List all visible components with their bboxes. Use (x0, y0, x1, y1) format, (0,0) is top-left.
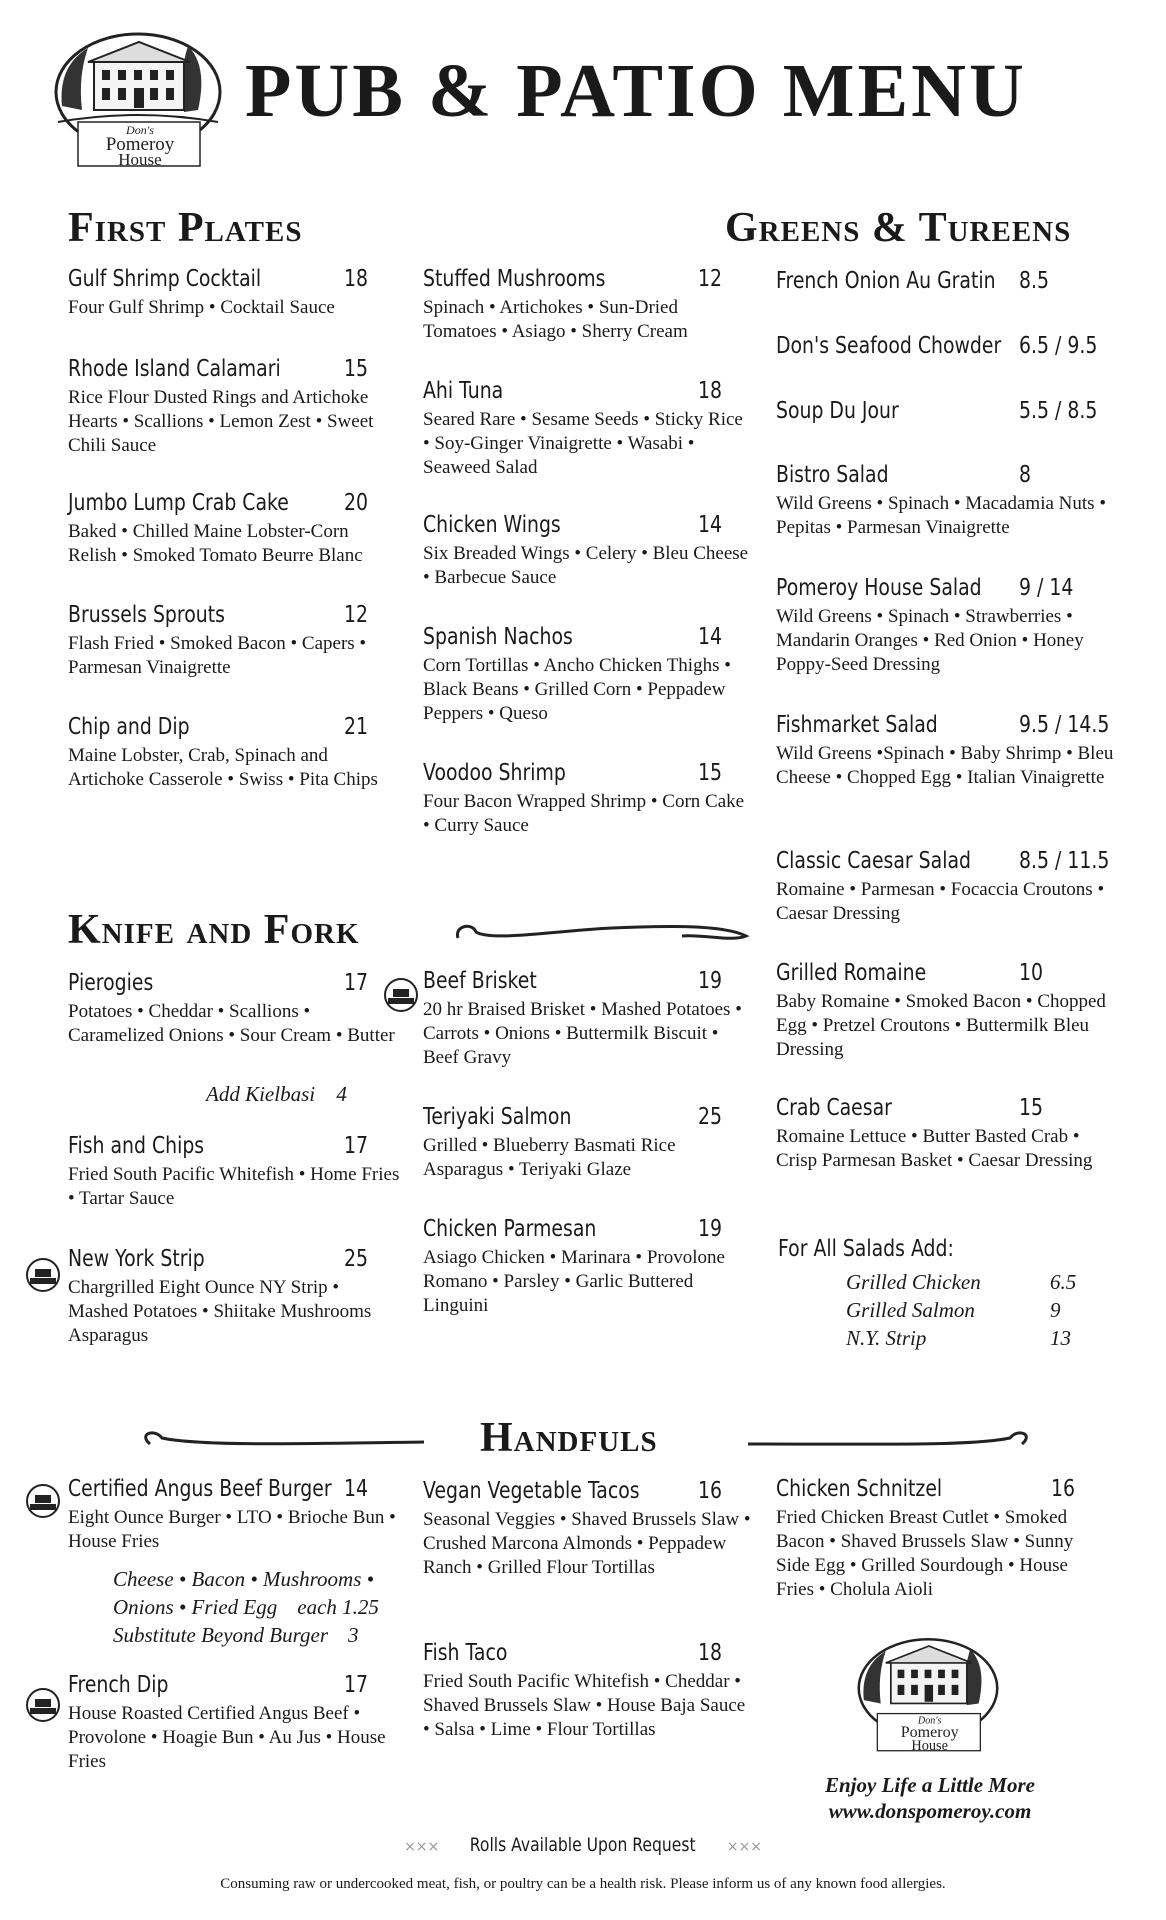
menu-item-description: Rice Flour Dusted Rings and Artichoke Hearts • Scallions • Lemon Zest • Sweet Chili Sauce (68, 387, 374, 456)
menu-item-name: Crab Caesar (776, 1095, 892, 1121)
certified-angus-badge-icon (26, 1688, 60, 1722)
menu-item-description: Spinach • Artichokes • Sun-Dried Tomatoes • Asiago • Sherry Cream (423, 297, 688, 342)
footer-tagline-block (780, 1772, 1080, 1824)
menu-item-name: Classic Caesar Salad (776, 848, 971, 874)
menu-item-description: Fried Chicken Breast Cutlet • Smoked Bacon • Shaved Brussels Slaw • Sunny Side Egg • Grilled Sourdough • House Fries • Cholula Aioli (776, 1507, 1074, 1600)
menu-item-name: Chicken Schnitzel (776, 1476, 943, 1502)
burger-addons (113, 1565, 413, 1649)
allergy-warning: Consuming raw or undercooked meat, fish, or poultry can be a health risk. Please inform us of any known food allergies. (220, 1876, 946, 1892)
salad-addon-name: Grilled Chicken (846, 1270, 981, 1294)
menu-item-price: 18 (698, 1640, 723, 1666)
menu-item-description: Six Breaded Wings • Celery • Bleu Cheese • Barbecue Sauce (423, 543, 749, 588)
menu-item-price: 12 (344, 602, 369, 628)
certified-angus-badge-icon (26, 1258, 60, 1292)
menu-item-description: Eight Ounce Burger • LTO • Brioche Bun • House Fries (68, 1507, 396, 1552)
menu-item-price: 19 (698, 1216, 723, 1242)
menu-item (423, 378, 753, 480)
menu-item (68, 1672, 400, 1774)
menu-item-name: Stuffed Mushrooms (423, 266, 606, 292)
menu-item-description: Wild Greens • Spinach • Macadamia Nuts • Pepitas • Parmesan Vinaigrette (776, 493, 1106, 538)
menu-item (68, 970, 400, 1048)
menu-item-name: Ahi Tuna (423, 378, 504, 404)
menu-item-name: Don's Seafood Chowder (776, 333, 1002, 359)
menu-item-name: Pomeroy House Salad (776, 575, 982, 601)
menu-item (423, 1640, 753, 1742)
menu-item-description: Corn Tortillas • Ancho Chicken Thighs • Black Beans • Grilled Corn • Peppadew Peppers • Queso (423, 655, 731, 724)
menu-item-price: 10 (1019, 960, 1044, 986)
salad-addon-name: N.Y. Strip (846, 1326, 927, 1350)
logo-dons: Don's (126, 123, 154, 137)
menu-item-name: Voodoo Shrimp (423, 760, 566, 786)
pierogies-addon-price: 4 (336, 1082, 347, 1106)
menu-item-price: 14 (344, 1476, 369, 1502)
salad-addon-price: 6.5 (1050, 1270, 1077, 1294)
menu-item-price: 17 (344, 970, 369, 996)
menu-item-price: 18 (698, 378, 723, 404)
salad-addon-row (846, 1324, 1086, 1352)
menu-item-price: 6.5 / 9.5 (1019, 333, 1098, 359)
menu-item-name: Gulf Shrimp Cocktail (68, 266, 262, 292)
menu-item (776, 960, 1116, 1062)
svg-text:House: House (911, 1737, 949, 1754)
menu-item (776, 398, 1116, 424)
section-handfuls: Handfuls (480, 1415, 658, 1461)
menu-item-description: House Roasted Certified Angus Beef • Provolone • Hoagie Bun • Au Jus • House Fries (68, 1703, 386, 1772)
menu-item-price: 14 (698, 624, 723, 650)
menu-item-description: Seared Rare • Sesame Seeds • Sticky Rice • Soy-Ginger Vinaigrette • Wasabi • Seaweed Salad (423, 409, 743, 478)
menu-item-price: 17 (344, 1133, 369, 1159)
divider-swirl (452, 912, 752, 952)
page-title: PUB & PATIO MENU (245, 49, 1027, 133)
menu-item-description: Maine Lobster, Crab, Spinach and Artichoke Casserole • Swiss • Pita Chips (68, 745, 378, 790)
logo-pomeroy: Pomeroy (105, 134, 175, 155)
menu-item-price: 19 (698, 968, 723, 994)
menu-item-name: Teriyaki Salmon (423, 1104, 572, 1130)
menu-item-description: Grilled • Blueberry Basmati Rice Asparagus • Teriyaki Glaze (423, 1135, 676, 1180)
rolls-deco-left: ××× (404, 1839, 440, 1855)
menu-item (68, 714, 400, 792)
menu-item-name: Beef Brisket (423, 968, 537, 994)
menu-item (423, 968, 753, 1070)
certified-angus-badge-icon (26, 1484, 60, 1518)
menu-item (68, 1133, 400, 1211)
menu-item-price: 16 (698, 1478, 723, 1504)
menu-item (68, 602, 400, 680)
menu-item (776, 712, 1116, 790)
menu-item-price: 15 (344, 356, 369, 382)
pomeroy-house-logo (48, 26, 228, 174)
footer-tagline: Enjoy Life a Little More (825, 1773, 1035, 1797)
svg-text:Pomeroy: Pomeroy (900, 1724, 959, 1742)
burger-addons-line2: Onions • Fried Egg each 1.25 (113, 1595, 379, 1619)
menu-item-name: Fish Taco (423, 1640, 508, 1666)
menu-item-name: Fishmarket Salad (776, 712, 938, 738)
salad-addon-price: 13 (1050, 1326, 1071, 1350)
menu-item (776, 848, 1116, 926)
burger-addons-line1: Cheese • Bacon • Mushrooms • (113, 1567, 374, 1591)
pierogies-addon-label: Add Kielbasi (206, 1082, 316, 1106)
burger-addons-line3: Substitute Beyond Burger 3 (113, 1623, 359, 1647)
logo-house: House (118, 150, 162, 169)
menu-item (423, 512, 753, 590)
menu-item-name: Bistro Salad (776, 462, 889, 488)
section-first-plates: First Plates (68, 205, 303, 251)
section-knife-and-fork: Knife and Fork (68, 907, 360, 953)
menu-item (776, 1095, 1116, 1173)
menu-item (423, 266, 753, 344)
menu-item (68, 266, 400, 320)
menu-item (776, 333, 1116, 359)
salad-addon-row (846, 1268, 1086, 1296)
footer-website[interactable]: www.donspomeroy.com (828, 1799, 1032, 1823)
menu-item (423, 760, 753, 838)
menu-item-price: 25 (344, 1246, 369, 1272)
menu-item (423, 624, 753, 726)
menu-item-price: 5.5 / 8.5 (1019, 398, 1098, 424)
menu-item-price: 16 (1051, 1476, 1076, 1502)
menu-item (423, 1478, 753, 1580)
menu-item-name: Chicken Parmesan (423, 1216, 597, 1242)
menu-item (68, 1476, 400, 1554)
menu-item-name: Pierogies (68, 970, 154, 996)
menu-item-description: Wild Greens • Spinach • Strawberries • Mandarin Oranges • Red Onion • Honey Poppy-Seed Dressing (776, 606, 1084, 675)
menu-item-name: Jumbo Lump Crab Cake (68, 490, 289, 516)
menu-item (423, 1104, 753, 1182)
menu-item-price: 17 (344, 1672, 369, 1698)
salad-add-heading: For All Salads Add: (778, 1236, 954, 1262)
menu-item-description: 20 hr Braised Brisket • Mashed Potatoes • Carrots • Onions • Buttermilk Biscuit • Beef Gravy (423, 999, 742, 1068)
menu-item-description: Baked • Chilled Maine Lobster-Corn Relish • Smoked Tomato Beurre Blanc (68, 521, 363, 566)
menu-item (776, 268, 1116, 294)
menu-item-price: 20 (344, 490, 369, 516)
pierogies-addon (206, 1080, 347, 1108)
menu-item-name: Vegan Vegetable Tacos (423, 1478, 640, 1504)
svg-text:Don's: Don's (917, 1715, 942, 1727)
salad-addon-price: 9 (1050, 1298, 1061, 1322)
menu-item-name: Soup Du Jour (776, 398, 899, 424)
menu-item-price: 8 (1019, 462, 1032, 488)
menu-item-price: 9.5 / 14.5 (1019, 712, 1110, 738)
menu-item-description: Fried South Pacific Whitefish • Home Fries • Tartar Sauce (68, 1164, 400, 1209)
rolls-note (0, 1834, 1166, 1856)
menu-item-name: Brussels Sprouts (68, 602, 225, 628)
menu-item-name: French Dip (68, 1672, 169, 1698)
menu-item (776, 462, 1116, 540)
menu-item-name: Grilled Romaine (776, 960, 927, 986)
menu-item-description: Four Bacon Wrapped Shrimp • Corn Cake • Curry Sauce (423, 791, 745, 836)
menu-item-price: 15 (1019, 1095, 1044, 1121)
salad-addon-name: Grilled Salmon (846, 1298, 975, 1322)
menu-item (68, 1246, 400, 1348)
rolls-text: Rolls Available Upon Request (470, 1834, 696, 1856)
menu-item-price: 8.5 (1019, 268, 1049, 294)
menu-item-name: Rhode Island Calamari (68, 356, 281, 382)
menu-item-name: Chip and Dip (68, 714, 190, 740)
menu-item-price: 21 (344, 714, 369, 740)
menu-item-description: Flash Fried • Smoked Bacon • Capers • Parmesan Vinaigrette (68, 633, 367, 678)
menu-item-name: New York Strip (68, 1246, 205, 1272)
menu-item (423, 1216, 753, 1318)
menu-item-description: Baby Romaine • Smoked Bacon • Chopped Egg • Pretzel Croutons • Buttermilk Bleu Dressing (776, 991, 1106, 1060)
menu-item-description: Chargrilled Eight Ounce NY Strip • Mashed Potatoes • Shiitake Mushrooms Asparagus (68, 1277, 372, 1346)
divider-swirl (742, 1424, 1042, 1460)
menu-item-description: Potatoes • Cheddar • Scallions • Caramelized Onions • Sour Cream • Butter (68, 1001, 395, 1046)
salad-addon-row (846, 1296, 1086, 1324)
menu-item-price: 9 / 14 (1019, 575, 1074, 601)
menu-item (68, 356, 400, 458)
menu-item-description: Fried South Pacific Whitefish • Cheddar • Shaved Brussels Slaw • House Baja Sauce • Salsa • Lime • Flour Tortillas (423, 1671, 746, 1740)
certified-angus-badge-icon (384, 978, 418, 1012)
menu-item-price: 8.5 / 11.5 (1019, 848, 1110, 874)
rolls-deco-right: ××× (726, 1839, 762, 1855)
menu-item-name: Fish and Chips (68, 1133, 205, 1159)
menu-item-price: 14 (698, 512, 723, 538)
menu-item-price: 25 (698, 1104, 723, 1130)
menu-item-description: Wild Greens •Spinach • Baby Shrimp • Bleu Cheese • Chopped Egg • Italian Vinaigrette (776, 743, 1114, 788)
menu-item-name: Chicken Wings (423, 512, 561, 538)
menu-item-description: Romaine Lettuce • Butter Basted Crab • Crisp Parmesan Basket • Caesar Dressing (776, 1126, 1093, 1171)
menu-item-price: 12 (698, 266, 723, 292)
menu-item-name: Spanish Nachos (423, 624, 573, 650)
menu-item-name: French Onion Au Gratin (776, 268, 996, 294)
menu-item-description: Asiago Chicken • Marinara • Provolone Romano • Parsley • Garlic Buttered Linguini (423, 1247, 725, 1316)
menu-item-description: Four Gulf Shrimp • Cocktail Sauce (68, 297, 335, 318)
menu-item (776, 575, 1116, 677)
section-greens-tureens: Greens & Tureens (725, 205, 1072, 251)
divider-swirl (130, 1424, 430, 1460)
menu-item-price: 15 (698, 760, 723, 786)
menu-item-description: Romaine • Parmesan • Focaccia Croutons • Caesar Dressing (776, 879, 1105, 924)
menu-item (68, 490, 400, 568)
menu-item (776, 1476, 1106, 1602)
menu-item-description: Seasonal Veggies • Shaved Brussels Slaw • Crushed Marcona Almonds • Peppadew Ranch • Grilled Flour Tortillas (423, 1509, 751, 1578)
menu-item-name: Certified Angus Beef Burger (68, 1476, 332, 1502)
pomeroy-house-logo-footer (852, 1620, 1004, 1770)
menu-item-price: 18 (344, 266, 369, 292)
